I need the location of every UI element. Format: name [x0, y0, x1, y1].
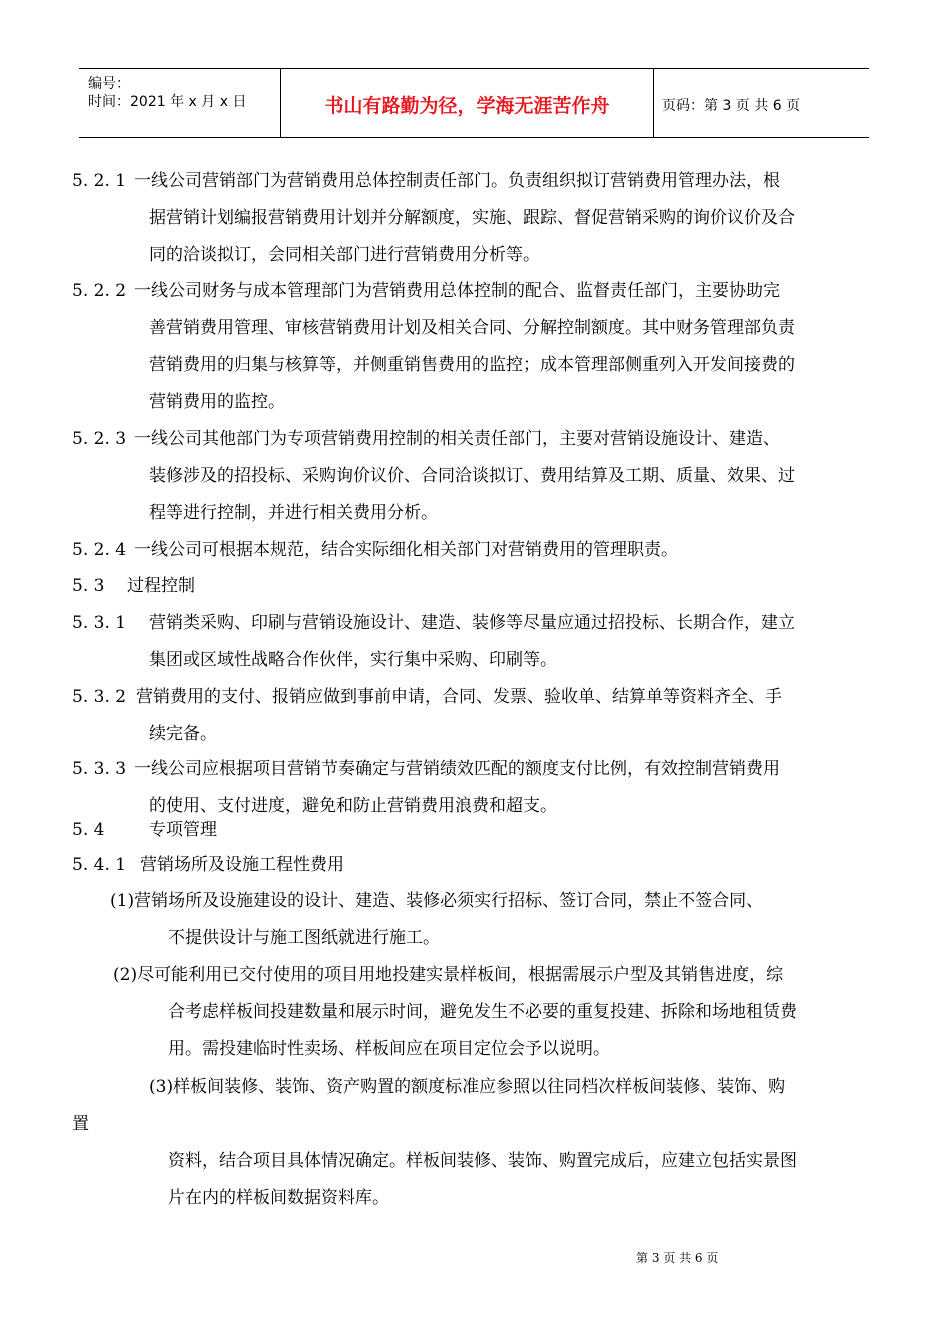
section-text-line: 一线公司营销部门为营销费用总体控制责任部门。负责组织拟订营销费用管理办法，根: [134, 171, 780, 191]
section-number: 5. 3. 3: [72, 759, 127, 779]
item-text-line: 置: [72, 1114, 89, 1134]
header-right-cell: [653, 69, 869, 137]
item-text-line: (2)尽可能利用已交付使用的项目用地投建实景样板间，根据需展示户型及其销售进度，综: [113, 965, 784, 985]
page-footer: 第 3 页 共 6 页: [636, 1251, 719, 1265]
item-text-line: 用。需投建临时性卖场、样板间应在项目定位会予以说明。: [168, 1039, 610, 1059]
section-text-line: 营销费用的监控。: [149, 392, 285, 412]
section-text-line: 同的洽谈拟订，会同相关部门进行营销费用分析等。: [149, 245, 540, 265]
section-number: 5. 3. 1: [72, 613, 127, 633]
item-text-line: (3)样板间装修、装饰、资产购置的额度标准应参照以往同档次样板间装修、装饰、购: [149, 1077, 786, 1097]
section-text-line: 集团或区域性战略合作伙伴，实行集中采购、印刷等。: [149, 650, 557, 670]
section-text-line: 一线公司其他部门为专项营销费用控制的相关责任部门，主要对营销设施设计、建造、: [134, 429, 780, 449]
doc-date-label: 时间：2021 年 x 月 x 日: [88, 94, 247, 110]
doc-number-label: 编号：: [88, 76, 130, 92]
section-number: 5. 2. 1: [72, 171, 127, 191]
section-text-line: 善营销费用管理、审核营销费用计划及相关合同、分解控制额度。其中财务管理部负责: [149, 318, 795, 338]
section-number: 5. 4: [72, 820, 105, 840]
section-number: 5. 4. 1: [72, 855, 127, 875]
section-number: 5. 2. 3: [72, 429, 127, 449]
section-text-line: 一线公司应根据项目营销节奏确定与营销绩效匹配的额度支付比例，有效控制营销费用: [134, 759, 780, 779]
section-text-line: 一线公司财务与成本管理部门为营销费用总体控制的配合、监督责任部门，主要协助完: [134, 281, 780, 301]
header-motto: 书山有路勤为径，学海无涯苦作舟: [324, 95, 610, 117]
section-text-line: 一线公司可根据本规范，结合实际细化相关部门对营销费用的管理职责。: [134, 540, 678, 560]
section-text-line: 程等进行控制，并进行相关费用分析。: [149, 503, 438, 523]
section-number: 5. 3. 2: [72, 687, 127, 707]
section-number: 5. 2. 4: [72, 540, 127, 560]
section-text-line: 据营销计划编报营销费用计划并分解额度，实施、跟踪、督促营销采购的询价议价及合: [149, 208, 795, 228]
section-text-line: 装修涉及的招投标、采购询价议价、合同洽谈拟订、费用结算及工期、质量、效果、过: [149, 466, 795, 486]
header-left-cell: [79, 69, 279, 137]
page-header: [79, 68, 869, 138]
section-heading: 专项管理: [149, 820, 217, 840]
header-center-cell: [280, 69, 654, 137]
section-heading: 营销场所及设施工程性费用: [140, 855, 344, 875]
section-text-line: 的使用、支付进度，避免和防止营销费用浪费和超支。: [149, 796, 557, 816]
section-number: 5. 2. 2: [72, 281, 127, 301]
header-page-indicator: 页码：第 3 页 共 6 页: [662, 98, 801, 114]
item-text-line: 片在内的样板间数据资料库。: [168, 1188, 389, 1208]
section-text-line: 营销费用的支付、报销应做到事前申请，合同、发票、验收单、结算单等资料齐全、手: [136, 687, 782, 707]
section-text-line: 续完备。: [149, 724, 217, 744]
item-text-line: 合考虑样板间投建数量和展示时间，避免发生不必要的重复投建、拆除和场地租赁费: [168, 1002, 797, 1022]
section-text-line: 营销类采购、印刷与营销设施设计、建造、装修等尽量应通过招投标、长期合作，建立: [149, 613, 795, 633]
item-text-line: 不提供设计与施工图纸就进行施工。: [168, 928, 440, 948]
item-text-line: (1)营销场所及设施建设的设计、建造、装修必须实行招标、签订合同，禁止不签合同、: [110, 891, 764, 911]
section-text-line: 营销费用的归集与核算等，并侧重销售费用的监控；成本管理部侧重列入开发间接费的: [149, 355, 795, 375]
section-number: 5. 3: [72, 576, 105, 596]
item-text-line: 资料，结合项目具体情况确定。样板间装修、装饰、购置完成后，应建立包括实景图: [168, 1151, 797, 1171]
section-heading: 过程控制: [127, 576, 195, 596]
